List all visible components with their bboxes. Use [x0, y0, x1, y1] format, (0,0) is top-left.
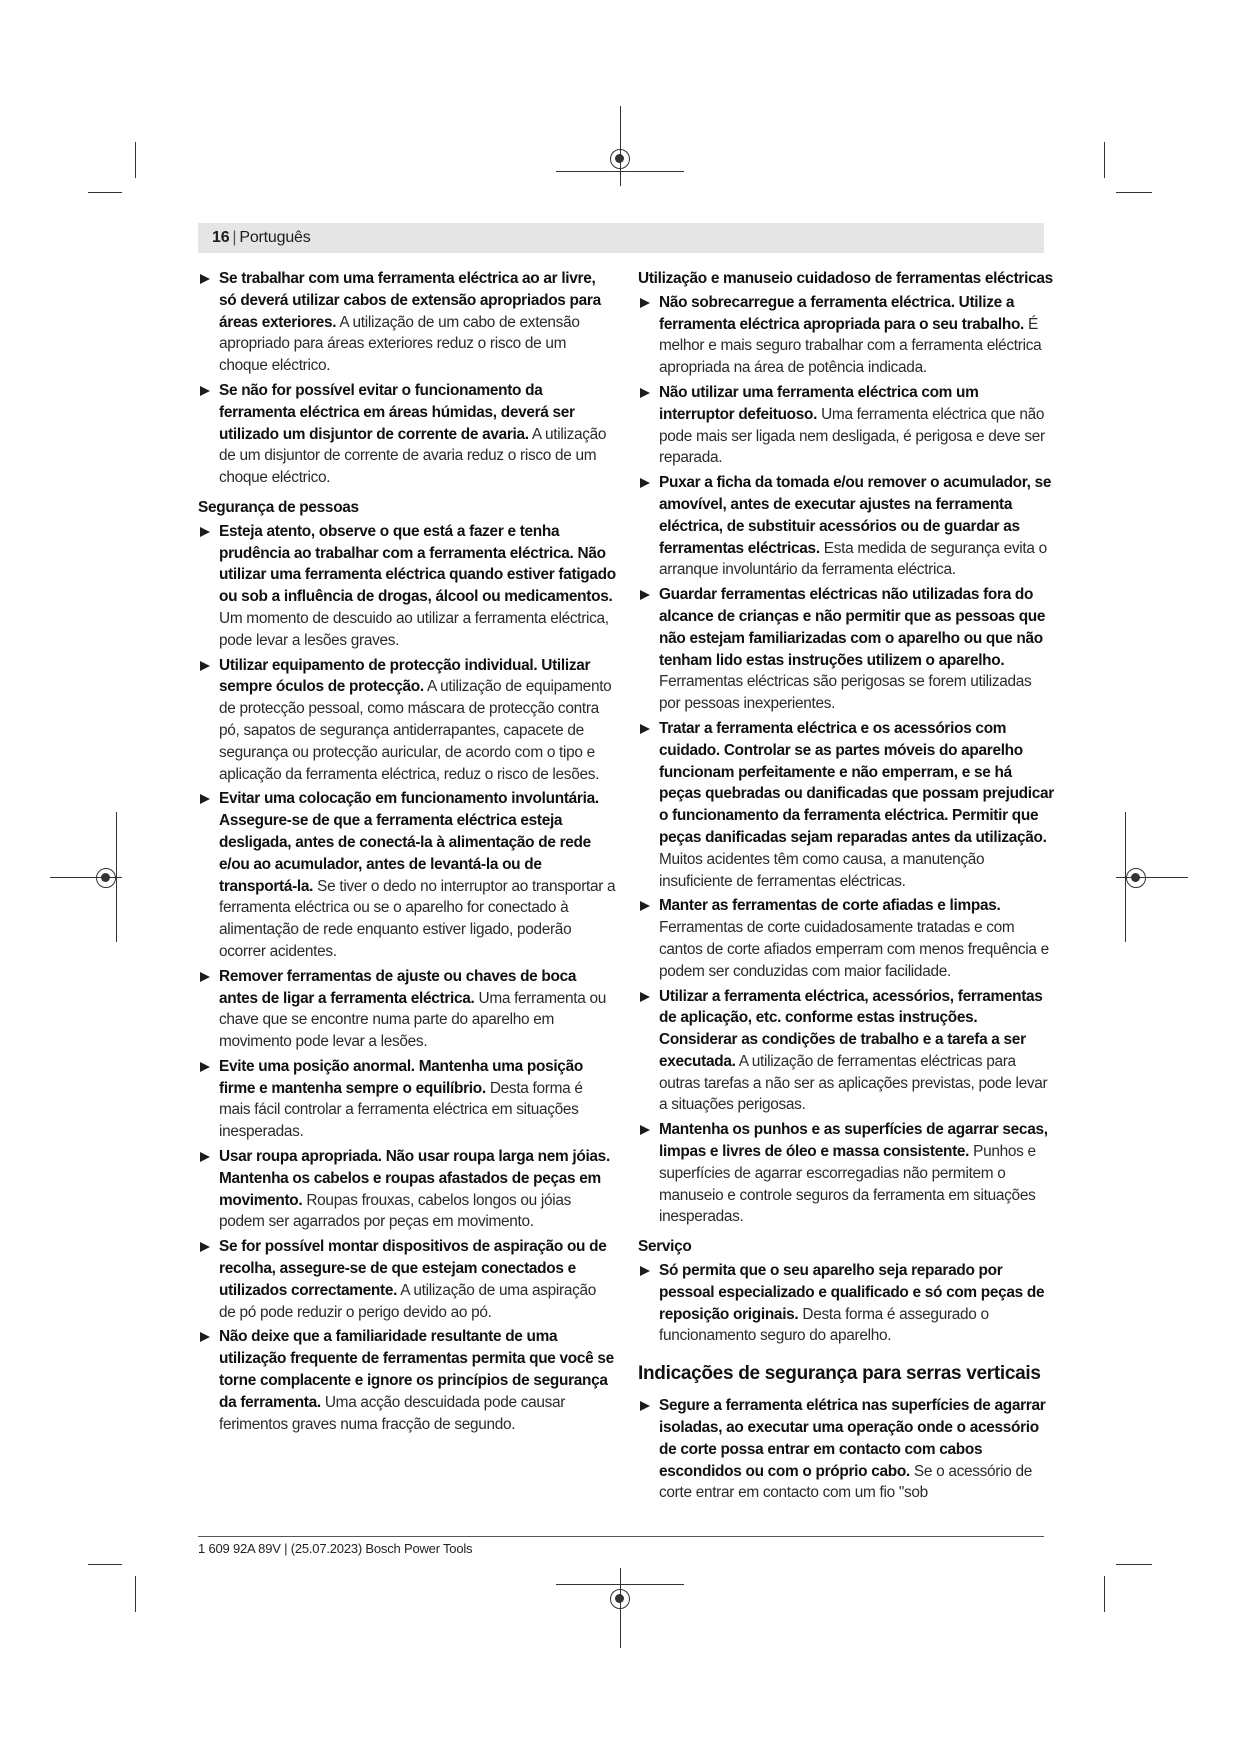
- instruction-explanation-text: Uma acção descuidada pode causar ferimentos graves numa fracção de segundo.: [219, 1393, 566, 1433]
- instruction-bold-text: Se for possível montar dispositivos de aspiração ou de recolha, assegure-se de que estejam conectados e utilizados correctamente.: [219, 1238, 607, 1299]
- safety-instruction-item: [198, 1146, 616, 1233]
- instruction-explanation-text: Desta forma é assegurado o funcionamento seguro do aparelho.: [659, 1305, 989, 1345]
- safety-instruction-item: [638, 382, 1056, 469]
- bullet-triangle-icon: [200, 1062, 210, 1072]
- bullet-triangle-icon: [640, 298, 650, 308]
- instruction-bold-text: Evitar uma colocação em funcionamento involuntária. Assegure-se de que a ferramenta eléctrica esteja desligada, antes de conectá-la à alimentação de rede e/ou ao acumulador, antes de levantá-la ou de transportá-la.: [219, 790, 599, 895]
- header-language: Português: [239, 229, 311, 246]
- instruction-explanation-text: Se tiver o dedo no interruptor ao transportar a ferramenta eléctrica ou se o aparelho for conectado à alimentação de rede enquanto estiver ligado, poderão ocorrer acidentes.: [219, 877, 616, 960]
- bullet-triangle-icon: [640, 1266, 650, 1276]
- bullet-triangle-icon: [200, 794, 210, 804]
- header-separator: |: [232, 229, 237, 246]
- safety-instruction-item: [198, 268, 616, 377]
- instruction-bold-text: Tratar a ferramenta eléctrica e os acessórios com cuidado. Controlar se as partes móveis do aparelho funcionam perfeitamente e não emperram, e se há peças quebradas ou danificadas que possam prejudicar o funcionamento da ferramenta eléctrica. Permitir que peças danificadas sejam reparadas antes da utilização.: [659, 719, 1054, 846]
- section-heading: Utilização e manuseio cuidadoso de ferramentas eléctricas: [638, 270, 1053, 287]
- instruction-bold-text: Utilizar equipamento de protecção individual. Utilizar sempre óculos de protecção.: [219, 656, 591, 696]
- instruction-bold-text: Se trabalhar com uma ferramenta eléctrica ao ar livre, só deverá utilizar cabos de extensão apropriados para áreas exteriores.: [219, 270, 601, 331]
- instruction-explanation-text: Roupas frouxas, cabelos longos ou jóias podem ser agarrados por peças em movimento.: [219, 1191, 572, 1231]
- instruction-bold-text: Mantenha os punhos e as superfícies de agarrar secas, limpas e livres de óleo e massa consistente.: [659, 1121, 1048, 1161]
- bullet-triangle-icon: [200, 1242, 210, 1252]
- safety-instruction-item: [198, 788, 616, 962]
- bullet-triangle-icon: [640, 478, 650, 488]
- safety-instruction-item: [638, 472, 1056, 581]
- registration-target-icon: [96, 868, 116, 888]
- instruction-explanation-text: A utilização de equipamento de protecção pessoal, como máscara de protecção contra pó, sapatos de segurança antiderrapantes, capacete de segurança ou protecção auricular, de acordo com o tipo e aplicação da ferramenta eléctrica, reduz o risco de lesões.: [219, 678, 612, 783]
- instruction-bold-text: Guardar ferramentas eléctricas não utilizadas fora do alcance de crianças e não permitir que as pessoas que não estejam familiarizadas com o aparelho ou que não tenham lido estas instruções utilizem o aparelho.: [659, 586, 1046, 669]
- instruction-explanation-text: Uma ferramenta eléctrica que não pode mais ser ligada nem desligada, é perigosa e deve ser reparada.: [659, 405, 1045, 467]
- safety-instruction-item: [198, 1326, 616, 1435]
- crop-mark: [1116, 1564, 1152, 1565]
- crop-mark: [1104, 142, 1105, 178]
- bullet-triangle-icon: [200, 1152, 210, 1162]
- instruction-bold-text: Manter as ferramentas de corte afiadas e limpas.: [659, 897, 1001, 915]
- bullet-triangle-icon: [640, 388, 650, 398]
- safety-instruction-item: [198, 655, 616, 786]
- instruction-bold-text: Utilizar a ferramenta eléctrica, acessórios, ferramentas de aplicação, etc. conforme estas instruções. Considerar as condições de trabalho e a tarefa a ser executada.: [659, 987, 1043, 1070]
- footer-divider: [198, 1536, 1044, 1537]
- crop-mark: [1104, 1576, 1105, 1612]
- section-title: Indicações de segurança para serras verticais: [638, 1363, 1041, 1385]
- safety-instruction-item: [638, 1119, 1056, 1228]
- safety-instruction-item: [638, 895, 1056, 982]
- section-heading: Segurança de pessoas: [198, 498, 359, 516]
- registration-target-icon: [610, 149, 630, 169]
- crop-mark: [88, 192, 122, 193]
- registration-mark: [620, 106, 621, 186]
- instruction-explanation-text: Se o acessório de corte entrar em contacto com um fio "sob: [659, 1462, 1033, 1502]
- bullet-triangle-icon: [640, 1401, 650, 1411]
- instruction-explanation-text: Uma ferramenta ou chave que se encontre numa parte do aparelho em movimento pode levar a lesões.: [219, 989, 606, 1051]
- instruction-bold-text: Remover ferramentas de ajuste ou chaves de boca antes de ligar a ferramenta eléctrica.: [219, 967, 577, 1007]
- bullet-triangle-icon: [640, 724, 650, 734]
- instruction-bold-text: Evite uma posição anormal. Mantenha uma posição firme e mantenha sempre o equilíbrio.: [219, 1057, 583, 1097]
- instruction-bold-text: Usar roupa apropriada. Não usar roupa larga nem jóias. Mantenha os cabelos e roupas afastados de peças em movimento.: [219, 1148, 610, 1209]
- bullet-triangle-icon: [200, 661, 210, 671]
- safety-instruction-item: [638, 986, 1056, 1117]
- safety-instruction-item: [638, 584, 1056, 715]
- safety-instruction-item: [638, 718, 1056, 892]
- bullet-triangle-icon: [200, 972, 210, 982]
- instruction-bold-text: Puxar a ficha da tomada e/ou remover o acumulador, se amovível, antes de executar ajustes na ferramenta eléctrica, de substituir acessórios ou de guardar as ferramentas eléctricas.: [659, 474, 1052, 557]
- instruction-explanation-text: A utilização de um cabo de extensão apropriado para áreas exteriores reduz o risco de um choque eléctrico.: [219, 313, 580, 375]
- section-heading: Serviço: [638, 1238, 692, 1256]
- instruction-explanation-text: A utilização de ferramentas eléctricas para outras tarefas a não ser as aplicações previstas, pode levar a situações perigosas.: [659, 1052, 1048, 1114]
- safety-instruction-item: [638, 1395, 1056, 1504]
- instruction-explanation-text: É melhor e mais seguro trabalhar com a ferramenta eléctrica apropriada na área de potência indicada.: [659, 315, 1042, 377]
- instruction-explanation-text: Um momento de descuido ao utilizar a ferramenta eléctrica, pode levar a lesões graves.: [219, 609, 609, 649]
- crop-mark: [1116, 192, 1152, 193]
- safety-instruction-item: [198, 1056, 616, 1143]
- registration-target-icon: [1126, 868, 1146, 888]
- safety-instruction-item: [198, 380, 616, 489]
- instruction-explanation-text: A utilização de um disjuntor de corrente de avaria reduz o risco de um choque eléctrico.: [219, 425, 607, 487]
- registration-mark: [556, 1584, 684, 1585]
- instruction-bold-text: Esteja atento, observe o que está a fazer e tenha prudência ao trabalhar com a ferramenta eléctrica. Não utilizar uma ferramenta eléctrica quando estiver fatigado ou sob a influência de drogas, álcool ou medicamentos.: [219, 522, 616, 606]
- instruction-bold-text: Não sobrecarregue a ferramenta eléctrica. Utilize a ferramenta eléctrica apropriada para o seu trabalho.: [659, 293, 1025, 333]
- instruction-explanation-text: Esta medida de segurança evita o arranque involuntário da ferramenta eléctrica.: [659, 539, 1047, 579]
- instruction-explanation-text: A utilização de uma aspiração de pó pode reduzir o perigo devido ao pó.: [219, 1281, 597, 1321]
- registration-mark: [556, 171, 684, 172]
- bullet-triangle-icon: [640, 901, 650, 911]
- bullet-triangle-icon: [200, 274, 210, 284]
- instruction-explanation-text: Ferramentas de corte cuidadosamente tratadas e com cantos de corte afiados emperram com menos frequência e podem ser conduzidas com maior facilidade.: [659, 919, 1049, 980]
- bullet-triangle-icon: [200, 386, 210, 396]
- instruction-bold-text: Segure a ferramenta elétrica nas superfícies de agarrar isoladas, ao executar uma operação onde o acessório de corte possa entrar em contacto com cabos escondidos ou com o próprio cabo.: [659, 1397, 1046, 1480]
- left-column: [198, 268, 616, 1438]
- right-column: [638, 268, 1056, 1507]
- registration-target-icon: [610, 1589, 630, 1609]
- instruction-explanation-text: Muitos acidentes têm como causa, a manutenção insuficiente de ferramentas eléctricas.: [659, 850, 985, 890]
- safety-instruction-item: [638, 1260, 1056, 1347]
- safety-instruction-item: [638, 292, 1056, 379]
- page-footer: 1 609 92A 89V | (25.07.2023) Bosch Power Tools: [198, 1541, 473, 1556]
- crop-mark: [88, 1564, 122, 1565]
- instruction-explanation-text: Desta forma é mais fácil controlar a ferramenta eléctrica em situações inesperadas.: [219, 1079, 583, 1141]
- bullet-triangle-icon: [200, 1332, 210, 1342]
- safety-instruction-item: [198, 966, 616, 1053]
- instruction-bold-text: Não utilizar uma ferramenta eléctrica com um interruptor defeituoso.: [659, 383, 979, 423]
- bullet-triangle-icon: [640, 1125, 650, 1135]
- instruction-bold-text: Só permita que o seu aparelho seja reparado por pessoal especializado e qualificado e só com peças de reposição originais.: [659, 1262, 1045, 1323]
- bullet-triangle-icon: [640, 590, 650, 600]
- safety-instruction-item: [198, 521, 616, 652]
- page-header: [198, 223, 1044, 253]
- page-number: 16: [212, 229, 230, 246]
- bullet-triangle-icon: [200, 527, 210, 537]
- bullet-triangle-icon: [640, 992, 650, 1002]
- instruction-explanation-text: Ferramentas eléctricas são perigosas se forem utilizadas por pessoas inexperientes.: [659, 673, 1032, 713]
- instruction-bold-text: Não deixe que a familiaridade resultante de uma utilização frequente de ferramentas permita que você se torne complacente e ignore os princípios de segurança da ferramenta.: [219, 1328, 614, 1411]
- crop-mark: [135, 142, 136, 178]
- instruction-bold-text: Se não for possível evitar o funcionamento da ferramenta eléctrica em áreas húmidas, deverá ser utilizado um disjuntor de corrente de avaria.: [219, 381, 575, 443]
- instruction-explanation-text: Punhos e superfícies de agarrar escorregadias não permitem o manuseio e controle seguros da ferramenta em situações inesperadas.: [659, 1143, 1036, 1226]
- crop-mark: [135, 1576, 136, 1612]
- safety-instruction-item: [198, 1236, 616, 1323]
